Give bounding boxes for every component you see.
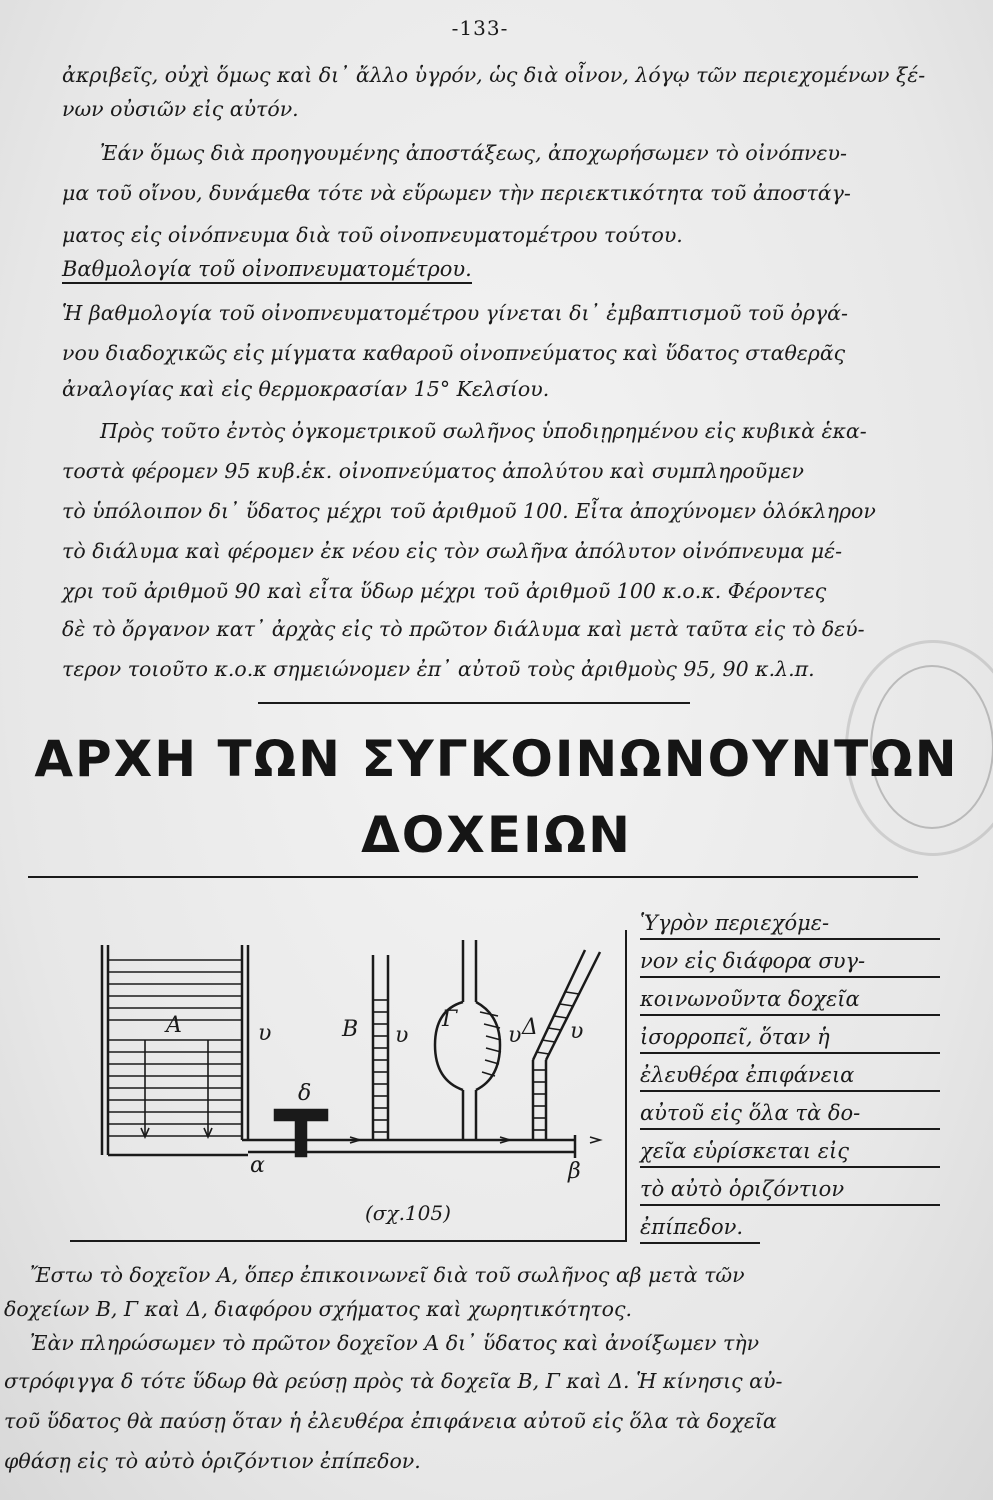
side-caption-line: κοινωνοῦντα δοχεῖα: [640, 986, 940, 1016]
title-top-rule: [258, 702, 690, 704]
paragraph-line: νου διαδοχικῶς εἰς μίγματα καθαροῦ οἰνοπνεύματος καὶ ὕδατος σταθερᾶς: [62, 341, 846, 365]
paragraph-line: Ἔστω τὸ δοχεῖον Α, ὅπερ ἐπικοινωνεῖ διὰ τοῦ σωλῆνος αβ μετὰ τῶν: [30, 1263, 745, 1287]
side-caption-line: αὐτοῦ εἰς ὅλα τὰ δο-: [640, 1100, 940, 1130]
side-caption-line: Ὑγρὸν περιεχόμε-: [640, 910, 940, 940]
label-u4: υ: [570, 1019, 584, 1044]
label-u3: υ: [508, 1023, 522, 1048]
side-caption-line: ἐλευθέρα ἐπιφάνεια: [640, 1062, 940, 1092]
paragraph-line: τοστὰ φέρομεν 95 κυβ.ἑκ. οἰνοπνεύματος ἀπολύτου καὶ συμπληροῦμεν: [62, 459, 804, 483]
paragraph-line: τὸ διάλυμα καὶ φέρομεν ἐκ νέου εἰς τὸν σωλῆνα ἀπόλυτον οἰνόπνευμα μέ-: [62, 539, 842, 563]
paragraph-line: ματος εἰς οἰνόπνευμα διὰ τοῦ οἰνοπνευματομέτρου τούτου.: [62, 223, 683, 247]
label-delta: δ: [298, 1081, 312, 1106]
paragraph-line: νων οὐσιῶν εἰς αὐτόν.: [62, 97, 299, 121]
paragraph-line: δοχείων Β, Γ καὶ Δ, διαφόρου σχήματος καὶ χωρητικότητος.: [4, 1297, 632, 1321]
paragraph-line: μα τοῦ οἴνου, δυνάμεθα τότε νὰ εὕρωμεν τὴν περιεκτικότητα τοῦ ἀποστάγ-: [62, 181, 851, 205]
paragraph-line: χρι τοῦ ἀριθμοῦ 90 καὶ εἶτα ὕδωρ μέχρι τοῦ ἀριθμοῦ 100 κ.ο.κ. Φέροντες: [62, 579, 827, 603]
side-caption-line: νον εἰς διάφορα συγ-: [640, 948, 940, 978]
paragraph-line: τερον τοιοῦτο κ.ο.κ σημειώνομεν ἐπ᾿ αὐτοῦ τοὺς ἀριθμοὺς 95, 90 κ.λ.π.: [62, 657, 815, 681]
figure-caption: (σχ.105): [365, 1201, 451, 1225]
communicating-vessels-figure: [70, 930, 625, 1240]
paragraph-line: δὲ τὸ ὄργανον κατ᾿ ἀρχὰς εἰς τὸ πρῶτον διάλυμα καὶ μετὰ ταῦτα εἰς τὸ δεύ-: [62, 617, 865, 641]
paragraph-line: φθάσῃ εἰς τὸ αὐτὸ ὁριζόντιον ἐπίπεδον.: [4, 1449, 421, 1473]
section-title-line1: ΑΡΧΗ ΤΩΝ ΣΥΓΚΟΙΝΩΝΟΥΝΤΩΝ: [34, 730, 959, 788]
title-bottom-rule: [28, 876, 918, 878]
section-heading: Βαθμολογία τοῦ οἰνοπνευματομέτρου.: [62, 257, 472, 284]
paragraph-line: Ἐὰν πληρώσωμεν τὸ πρῶτον δοχεῖον Α δι᾿ ὕδατος καὶ ἀνοίξωμεν τὴν: [30, 1331, 760, 1355]
label-A: Α: [166, 1013, 182, 1038]
label-u2: υ: [395, 1023, 409, 1048]
paragraph-line: ἀναλογίας καὶ εἰς θερμοκρασίαν 15° Κελσίου.: [62, 377, 550, 401]
side-caption-line: ἐπίπεδον.: [640, 1214, 760, 1244]
side-caption-line: ἰσορροπεῖ, ὅταν ἡ: [640, 1024, 940, 1054]
label-u1: υ: [258, 1021, 272, 1046]
paragraph-line: ἀκριβεῖς, οὐχὶ ὅμως καὶ δι᾿ ἄλλο ὑγρόν, ὡς διὰ οἶνον, λόγῳ τῶν περιεχομένων ξέ-: [62, 63, 926, 87]
label-G: Γ: [442, 1007, 458, 1032]
paragraph-line: στρόφιγγα δ τότε ὕδωρ θὰ ρεύσῃ πρὸς τὰ δοχεῖα Β, Γ καὶ Δ. Ἡ κίνησις αὐ-: [4, 1369, 783, 1393]
paragraph-line: Πρὸς τοῦτο ἐντὸς ὀγκομετρικοῦ σωλῆνος ὑποδιῃρημένου εἰς κυβικὰ ἑκα-: [100, 419, 867, 443]
label-b: β: [568, 1159, 581, 1184]
paragraph-line: Ἡ βαθμολογία τοῦ οἰνοπνευματομέτρου γίνεται δι᾿ ἐμβαπτισμοῦ τοῦ ὀργά-: [62, 301, 848, 325]
label-a: α: [250, 1153, 265, 1178]
page-number: -133-: [451, 16, 509, 40]
side-caption-line: χεῖα εὑρίσκεται εἰς: [640, 1138, 940, 1168]
label-B: Β: [342, 1017, 359, 1042]
paragraph-line: τὸ ὑπόλοιπον δι᾿ ὕδατος μέχρι τοῦ ἀριθμοῦ 100. Εἶτα ἀποχύνομεν ὁλόκληρον: [62, 499, 876, 523]
side-caption-line: τὸ αὐτὸ ὁριζόντιον: [640, 1176, 940, 1206]
section-title-line2: ΔΟΧΕΙΩΝ: [361, 806, 632, 864]
label-D: Δ: [522, 1015, 538, 1040]
paragraph-line: τοῦ ὕδατος θὰ παύσῃ ὅταν ἡ ἐλευθέρα ἐπιφάνεια αὐτοῦ εἰς ὅλα τὰ δοχεῖα: [4, 1409, 777, 1433]
paragraph-line: Ἐάν ὅμως διὰ προηγουμένης ἀποστάξεως, ἀποχωρήσωμεν τὸ οἰνόπνευ-: [100, 141, 847, 165]
